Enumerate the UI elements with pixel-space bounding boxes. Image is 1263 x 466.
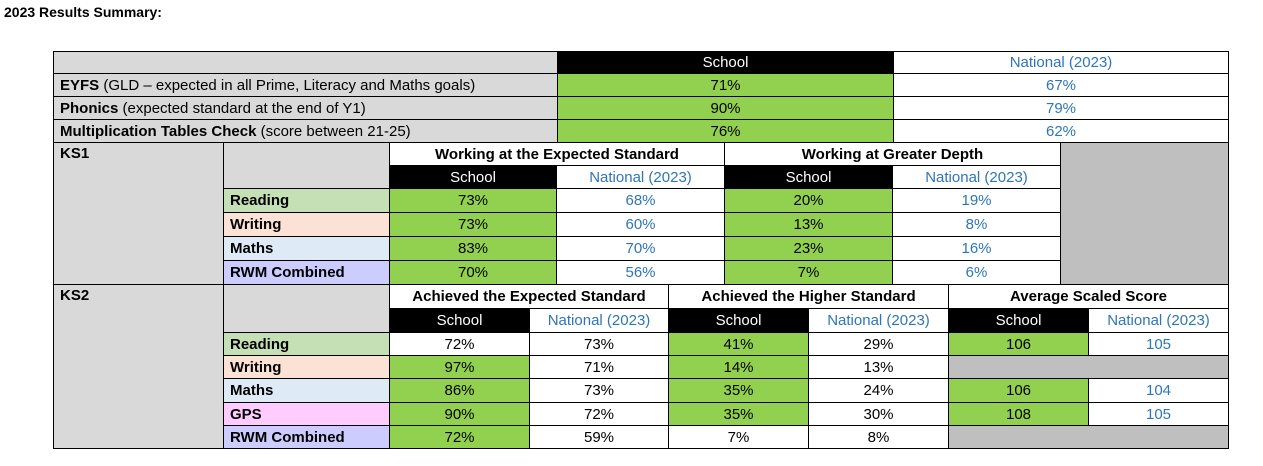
ks1-gd-school-header: School — [724, 165, 893, 189]
ks1-maths-exp-national: 70% — [556, 236, 725, 261]
ks2-hs-national-header: National (2023) — [808, 308, 949, 333]
ks1-maths-gd-national: 16% — [892, 236, 1061, 261]
ks2-reading-ss-national: 105 — [1088, 332, 1229, 356]
ks1-filler — [1060, 142, 1229, 285]
ks1-writing-label: Writing — [223, 212, 390, 237]
ks2-rwm-label: RWM Combined — [223, 425, 390, 449]
ks1-rwm-gd-national: 6% — [892, 260, 1061, 285]
ks2-gps-hs-school: 35% — [668, 402, 809, 426]
ks2-reading-label: Reading — [223, 332, 390, 356]
phonics-label-bold: Phonics — [60, 99, 119, 117]
ks1-reading-exp-school: 73% — [389, 188, 557, 213]
ks1-gd-national-header: National (2023) — [892, 165, 1061, 189]
ks2-gps-label: GPS — [223, 402, 390, 426]
ks2-group-expected: Achieved the Expected Standard — [389, 284, 669, 309]
phonics-label — [53, 96, 558, 120]
ks1-reading-gd-national: 19% — [892, 188, 1061, 213]
ks1-writing-gd-national: 8% — [892, 212, 1061, 237]
top-header-blank — [53, 51, 558, 74]
ks2-rwm-hs-school: 7% — [668, 425, 809, 449]
ks1-maths-gd-school: 23% — [724, 236, 893, 261]
ks1-group-expected: Working at the Expected Standard — [389, 142, 725, 166]
eyfs-school: 71% — [557, 73, 894, 97]
ks1-reading-exp-national: 68% — [556, 188, 725, 213]
ks2-gps-ss-national: 105 — [1088, 402, 1229, 426]
ks2-maths-hs-school: 35% — [668, 378, 809, 403]
ks2-writing-hs-national: 13% — [808, 355, 949, 379]
ks2-gps-exp-school: 90% — [389, 402, 530, 426]
ks1-rwm-gd-school: 7% — [724, 260, 893, 285]
ks1-rwm-label: RWM Combined — [223, 260, 390, 285]
ks2-ss-national-header: National (2023) — [1088, 308, 1229, 333]
ks2-group-higher: Achieved the Higher Standard — [668, 284, 949, 309]
ks1-label: KS1 — [53, 142, 224, 285]
top-header-national: National (2023) — [893, 51, 1229, 74]
ks1-exp-school-header: School — [389, 165, 557, 189]
ks2-reading-exp-school: 72% — [389, 332, 530, 356]
eyfs-label-bold: EYFS — [60, 76, 100, 94]
ks1-rwm-exp-national: 56% — [556, 260, 725, 285]
ks1-rwm-exp-school: 70% — [389, 260, 557, 285]
ks1-writing-gd-school: 13% — [724, 212, 893, 237]
ks2-exp-school-header: School — [389, 308, 530, 333]
ks2-maths-ss-school: 106 — [948, 378, 1089, 403]
ks1-header-blank — [223, 142, 390, 189]
ks2-writing-exp-school: 97% — [389, 355, 530, 379]
ks1-group-greater-depth: Working at Greater Depth — [724, 142, 1061, 166]
ks2-reading-exp-national: 73% — [529, 332, 669, 356]
ks2-writing-hs-school: 14% — [668, 355, 809, 379]
ks2-gps-exp-national: 72% — [529, 402, 669, 426]
mtc-national: 62% — [893, 119, 1229, 143]
ks1-reading-gd-school: 20% — [724, 188, 893, 213]
ks2-rwm-ss-filler — [948, 425, 1229, 449]
ks2-rwm-exp-national: 59% — [529, 425, 669, 449]
phonics-national: 79% — [893, 96, 1229, 120]
ks1-writing-exp-national: 60% — [556, 212, 725, 237]
page-title: 2023 Results Summary: — [4, 4, 162, 20]
ks2-label: KS2 — [53, 284, 224, 449]
ks2-writing-exp-national: 71% — [529, 355, 669, 379]
ks2-maths-ss-national: 104 — [1088, 378, 1229, 403]
ks2-maths-exp-school: 86% — [389, 378, 530, 403]
ks2-gps-hs-national: 30% — [808, 402, 949, 426]
eyfs-national: 67% — [893, 73, 1229, 97]
ks2-rwm-hs-national: 8% — [808, 425, 949, 449]
ks2-ss-school-header: School — [948, 308, 1089, 333]
ks2-reading-hs-national: 29% — [808, 332, 949, 356]
phonics-label-detail: (expected standard at the end of Y1) — [118, 99, 366, 117]
ks2-rwm-exp-school: 72% — [389, 425, 530, 449]
ks2-maths-label: Maths — [223, 378, 390, 403]
ks2-maths-hs-national: 24% — [808, 378, 949, 403]
ks2-reading-ss-school: 106 — [948, 332, 1089, 356]
mtc-label-detail: (score between 21-25) — [256, 122, 411, 140]
ks2-gps-ss-school: 108 — [948, 402, 1089, 426]
top-header-school: School — [557, 51, 894, 74]
mtc-school: 76% — [557, 119, 894, 143]
ks1-maths-exp-school: 83% — [389, 236, 557, 261]
ks2-writing-ss-filler — [948, 355, 1229, 379]
ks2-hs-school-header: School — [668, 308, 809, 333]
ks1-exp-national-header: National (2023) — [556, 165, 725, 189]
ks1-writing-exp-school: 73% — [389, 212, 557, 237]
ks2-writing-label: Writing — [223, 355, 390, 379]
ks2-reading-hs-school: 41% — [668, 332, 809, 356]
mtc-label-bold: Multiplication Tables Check — [60, 122, 257, 140]
ks2-group-scaled-score: Average Scaled Score — [948, 284, 1229, 309]
ks2-exp-national-header: National (2023) — [529, 308, 669, 333]
eyfs-label-detail: (GLD – expected in all Prime, Literacy and Maths goals) — [99, 76, 476, 94]
ks1-maths-label: Maths — [223, 236, 390, 261]
eyfs-label — [53, 73, 558, 97]
mtc-label — [53, 119, 558, 143]
ks1-reading-label: Reading — [223, 188, 390, 213]
ks2-header-blank — [223, 284, 390, 333]
phonics-school: 90% — [557, 96, 894, 120]
ks2-maths-exp-national: 73% — [529, 378, 669, 403]
